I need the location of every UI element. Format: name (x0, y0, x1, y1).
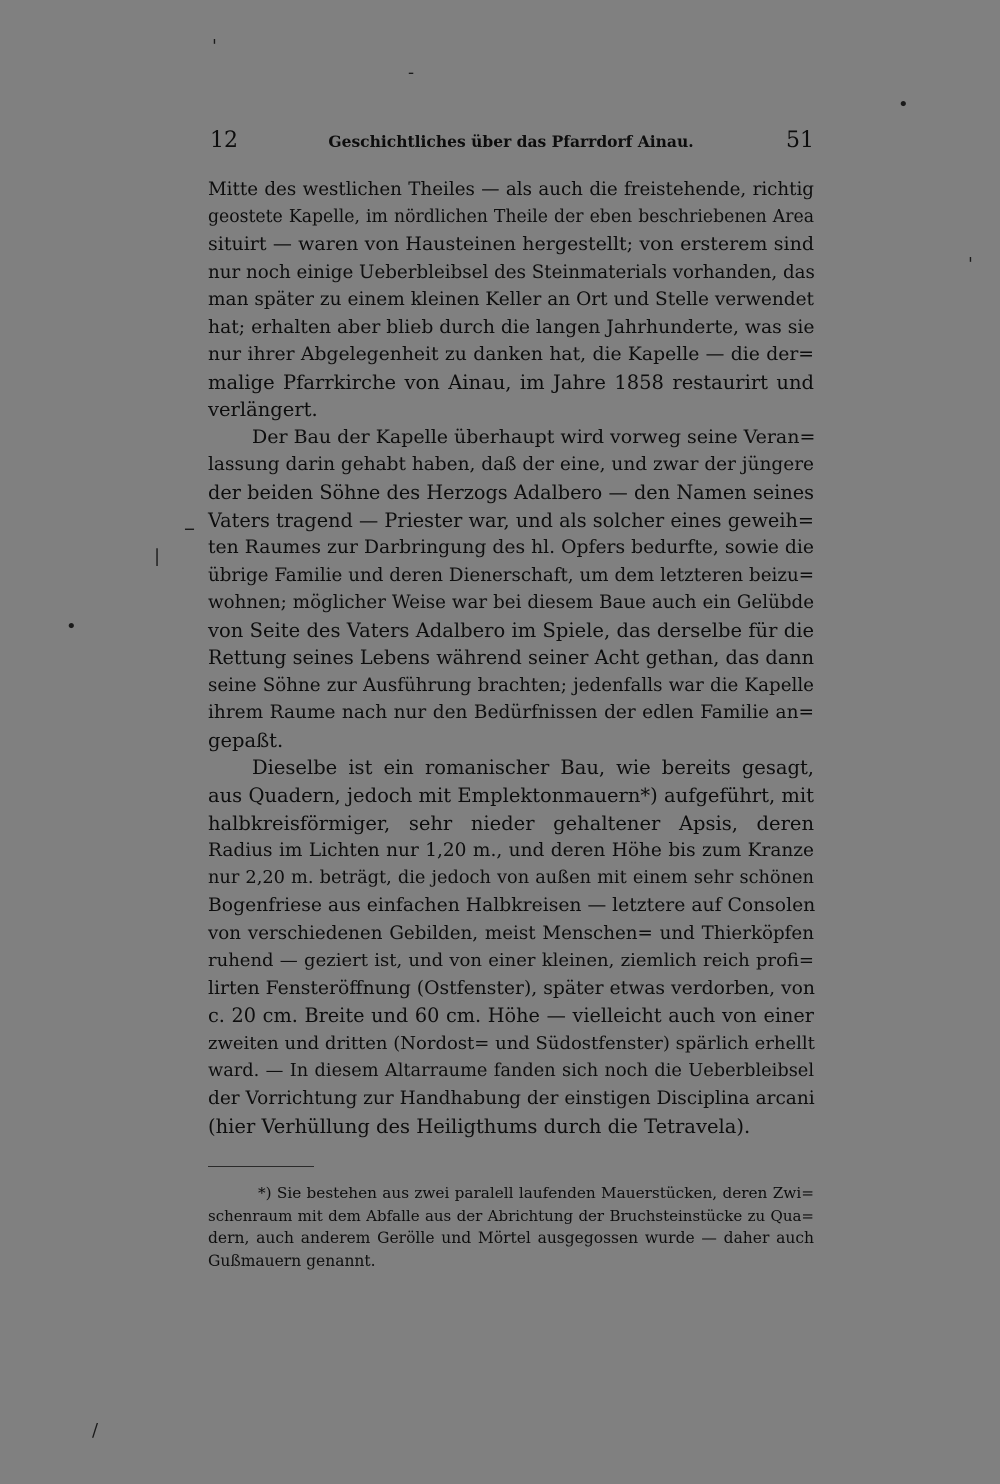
footnote (208, 1182, 814, 1272)
text-line: aus Quadern, jedoch mit Emplektonmauern*) aufgeführt, mit (208, 784, 814, 808)
text-line: man später zu einem kleinen Keller an Ort und Stelle verwendet (208, 289, 814, 311)
margin-dash-mark: – (184, 516, 195, 541)
text-line: Bogenfriese aus einfachen Halbkreisen — letztere auf Consolen (208, 895, 816, 917)
scan-speck: • (898, 94, 909, 115)
scan-speck: | (154, 546, 161, 567)
scan-speck: ' (212, 36, 217, 57)
text-line: zweiten und dritten (Nordost= und Südostfenster) spärlich erhellt (208, 1032, 815, 1054)
page-number-right: 51 (786, 128, 814, 153)
text-line: seine Söhne zur Ausführung brachten; jedenfalls war die Kapelle (208, 674, 814, 696)
text-line: nur 2,20 m. beträgt, die jedoch von außen mit einem sehr schönen (208, 867, 814, 888)
text-line: (hier Verhüllung des Heiligthums durch die Tetravela). (208, 1114, 751, 1138)
text-line: Vaters tragend — Priester war, und als solcher eines geweih= (208, 508, 814, 532)
text-line: lassung darin gehabt haben, daß der eine, und zwar der jüngere (208, 454, 814, 476)
text-line: malige Pfarrkirche von Ainau, im Jahre 1858 restaurirt und (208, 370, 814, 394)
text-line: von verschiedenen Gebilden, meist Menschen= und Thierköpfen (208, 922, 814, 944)
text-line: übrige Familie und deren Dienerschaft, um dem letzteren beizu= (208, 564, 814, 586)
running-header (208, 128, 814, 162)
text-line: wohnen; möglicher Weise war bei diesem Baue auch ein Gelübde (208, 592, 814, 614)
text-line: ward. — In diesem Altarraume fanden sich noch die Ueberbleibsel (208, 1060, 814, 1081)
text-line: ten Raumes zur Darbringung des hl. Opfers bedurfte, sowie die (208, 537, 814, 559)
text-line: Der Bau der Kapelle überhaupt wird vorweg seine Veran= (252, 425, 816, 448)
page-number-left: 12 (210, 128, 238, 153)
text-line: gepaßt. (208, 728, 284, 752)
text-line: Dieselbe ist ein romanischer Bau, wie bereits gesagt, (252, 756, 814, 780)
text-line: Rettung seines Lebens während seiner Acht gethan, das dann (208, 646, 814, 670)
text-line: von Seite des Vaters Adalbero im Spiele, das derselbe für die (208, 618, 814, 642)
scan-speck: / (92, 1420, 99, 1441)
text-line: verlängert. (208, 398, 318, 422)
text-line: ihrem Raume nach nur den Bedürfnissen der edlen Familie an= (208, 702, 814, 724)
text-line: Mitte des westlichen Theiles — als auch die freistehende, richtig (208, 179, 814, 200)
footnote-divider (208, 1166, 314, 1167)
text-line: hat; erhalten aber blieb durch die langen Jahrhunderte, was sie (208, 316, 815, 338)
text-line: nur noch einige Ueberbleibsel des Steinmaterials vorhanden, das (208, 261, 815, 283)
footnote-line: Gußmauern genannt. (208, 1251, 376, 1270)
text-line: ruhend — geziert ist, und von einer kleinen, ziemlich reich profi= (208, 950, 814, 972)
text-line: geostete Kapelle, im nördlichen Theile der eben beschriebenen Area (208, 206, 814, 227)
footnote-line: dern, auch anderem Gerölle und Mörtel ausgegossen wurde — daher auch (208, 1229, 814, 1247)
text-line: der beiden Söhne des Herzogs Adalbero — den Namen seines (208, 481, 814, 505)
scan-speck: • (66, 616, 77, 637)
body-text (208, 176, 814, 1140)
footnote-line: schenraum mit dem Abfalle aus der Abrichtung der Bruchsteinstücke zu Qua= (208, 1206, 814, 1225)
text-line: nur ihrer Abgelegenheit zu danken hat, die Kapelle — die der= (208, 344, 814, 366)
running-title: Geschichtliches über das Pfarrdorf Ainau. (328, 132, 694, 151)
text-line: situirt — waren von Hausteinen hergestellt; von ersterem sind (208, 233, 814, 256)
text-line: Radius im Lichten nur 1,20 m., und deren Höhe bis zum Kranze (208, 840, 814, 862)
scan-speck: ' (968, 254, 973, 275)
scan-speck: - (408, 62, 415, 83)
text-line: c. 20 cm. Breite und 60 cm. Höhe — vielleicht auch von einer (208, 1004, 814, 1028)
text-line: lirten Fensteröffnung (Ostfenster), später etwas verdorben, von (208, 977, 815, 999)
footnote-line: *) Sie bestehen aus zwei paralell laufenden Mauerstücken, deren Zwi= (258, 1184, 814, 1202)
text-line: halbkreisförmiger, sehr nieder gehaltener Apsis, deren (208, 811, 814, 835)
text-line: der Vorrichtung zur Handhabung der einstigen Disciplina arcani (208, 1088, 815, 1110)
